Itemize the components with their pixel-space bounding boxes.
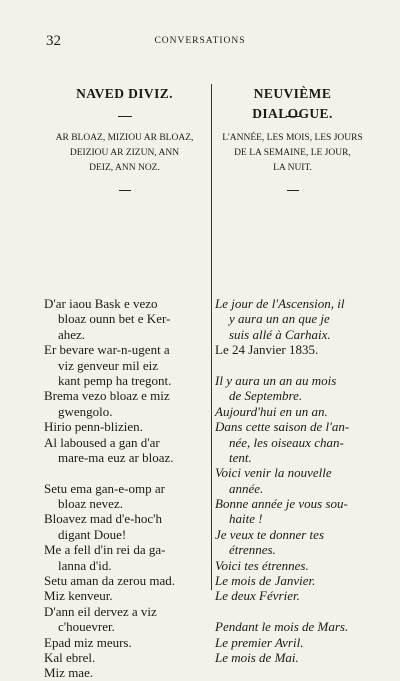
french-subtitle <box>215 131 370 176</box>
text-line: tent. <box>229 449 252 465</box>
text-line: gwengolo. <box>58 403 113 419</box>
breton-text <box>44 296 205 681</box>
blank-line <box>44 465 205 480</box>
text-line: ahez. <box>58 326 86 342</box>
text-line: Le deux Février. <box>215 588 300 604</box>
breton-subtitle <box>44 131 205 176</box>
text-line: mare-ma euz ar bloaz. <box>58 449 174 465</box>
text-line: Le 24 Janvier 1835. <box>215 342 319 358</box>
text-line: D'ann eil dervez a viz <box>44 603 157 619</box>
text-line: Setu ema gan-e-omp ar <box>44 480 165 496</box>
text-line: étrennes. <box>229 542 276 558</box>
text-line: y aura un an que je <box>229 311 330 327</box>
text-line: de Septembre. <box>229 388 303 404</box>
text-line: Al laboused a gan d'ar <box>44 434 160 450</box>
subtitle-line: DEIZ, ANN NOZ. <box>89 163 160 173</box>
text-line: Brema vezo bloaz e miz <box>44 388 170 404</box>
page-number: 32 <box>46 33 61 49</box>
text-line: suis allé à Carhaix. <box>229 326 331 342</box>
breton-heading: NAVED DIVIZ. <box>76 86 173 101</box>
text-line: bloaz nevez. <box>58 496 123 512</box>
text-line: Epad miz meurs. <box>44 634 132 650</box>
text-line: Voici venir la nouvelle <box>215 465 332 481</box>
text-line: lanna d'id. <box>58 557 112 573</box>
text-line: Aujourd'hui en un an. <box>215 403 328 419</box>
text-line: digant Doue! <box>58 526 127 542</box>
subtitle-line: DE LA SEMAINE, LE JOUR, <box>234 148 351 158</box>
text-line: année. <box>229 480 264 496</box>
blank-line <box>215 358 370 373</box>
subtitle-rule <box>287 190 299 191</box>
text-line: Dans cette saison de l'an- <box>215 419 350 435</box>
subtitle-rule <box>119 190 131 191</box>
french-column <box>215 84 370 665</box>
heading-rule <box>118 116 132 117</box>
text-line: née, les oiseaux chan- <box>229 434 344 450</box>
text-line: Setu aman da zerou mad. <box>44 573 176 589</box>
breton-column <box>44 84 205 681</box>
text-line: Le mois de Janvier. <box>215 573 316 589</box>
blank-line <box>215 604 370 619</box>
text-line: Hirio penn-blizien. <box>44 419 143 435</box>
text-line: Le premier Avril. <box>215 634 304 650</box>
subtitle-line: AR BLOAZ, MIZIOU AR BLOAZ, <box>55 133 194 143</box>
text-line: viz genveur mil eiz <box>58 357 158 373</box>
text-line: D'ar iaou Bask e vezo <box>44 296 158 311</box>
text-line: Voici tes étrennes. <box>215 557 309 573</box>
text-line: Miz mae. <box>44 665 94 681</box>
running-head: CONVERSATIONS <box>154 36 246 46</box>
text-line: Je veux te donner tes <box>215 526 325 542</box>
text-line: Kal ebrel. <box>44 649 96 665</box>
text-line: Me a fell d'in rei da ga- <box>44 542 166 558</box>
subtitle-line: DEIZIOU AR ZIZUN, ANN <box>69 148 180 158</box>
text-line: c'houevrer. <box>58 619 115 635</box>
text-line: Le mois de Mai. <box>215 649 299 665</box>
text-line: Bonne année je vous sou- <box>215 496 348 512</box>
text-line: Er bevare war-n-ugent a <box>44 342 170 358</box>
text-line: bloaz ounn bet e Ker- <box>58 311 171 327</box>
subtitle-line: LA NUIT. <box>273 163 312 173</box>
text-line: Pendant le mois de Mars. <box>215 619 349 635</box>
text-line: haite ! <box>229 511 263 527</box>
column-divider <box>211 84 212 590</box>
text-line: kant pemp ha tregont. <box>58 372 172 388</box>
french-heading: NEUVIÈME DIALOGUE. <box>252 86 333 121</box>
text-line: Miz kenveur. <box>44 588 113 604</box>
subtitle-line: L'ANNÉE, LES MOIS, LES JOURS <box>222 133 363 143</box>
text-line: Le jour de l'Ascension, il <box>215 296 345 311</box>
french-text <box>215 296 370 665</box>
text-line: Bloavez mad d'e-hoc'h <box>44 511 163 527</box>
text-line: Il y aura un an au mois <box>215 372 337 388</box>
